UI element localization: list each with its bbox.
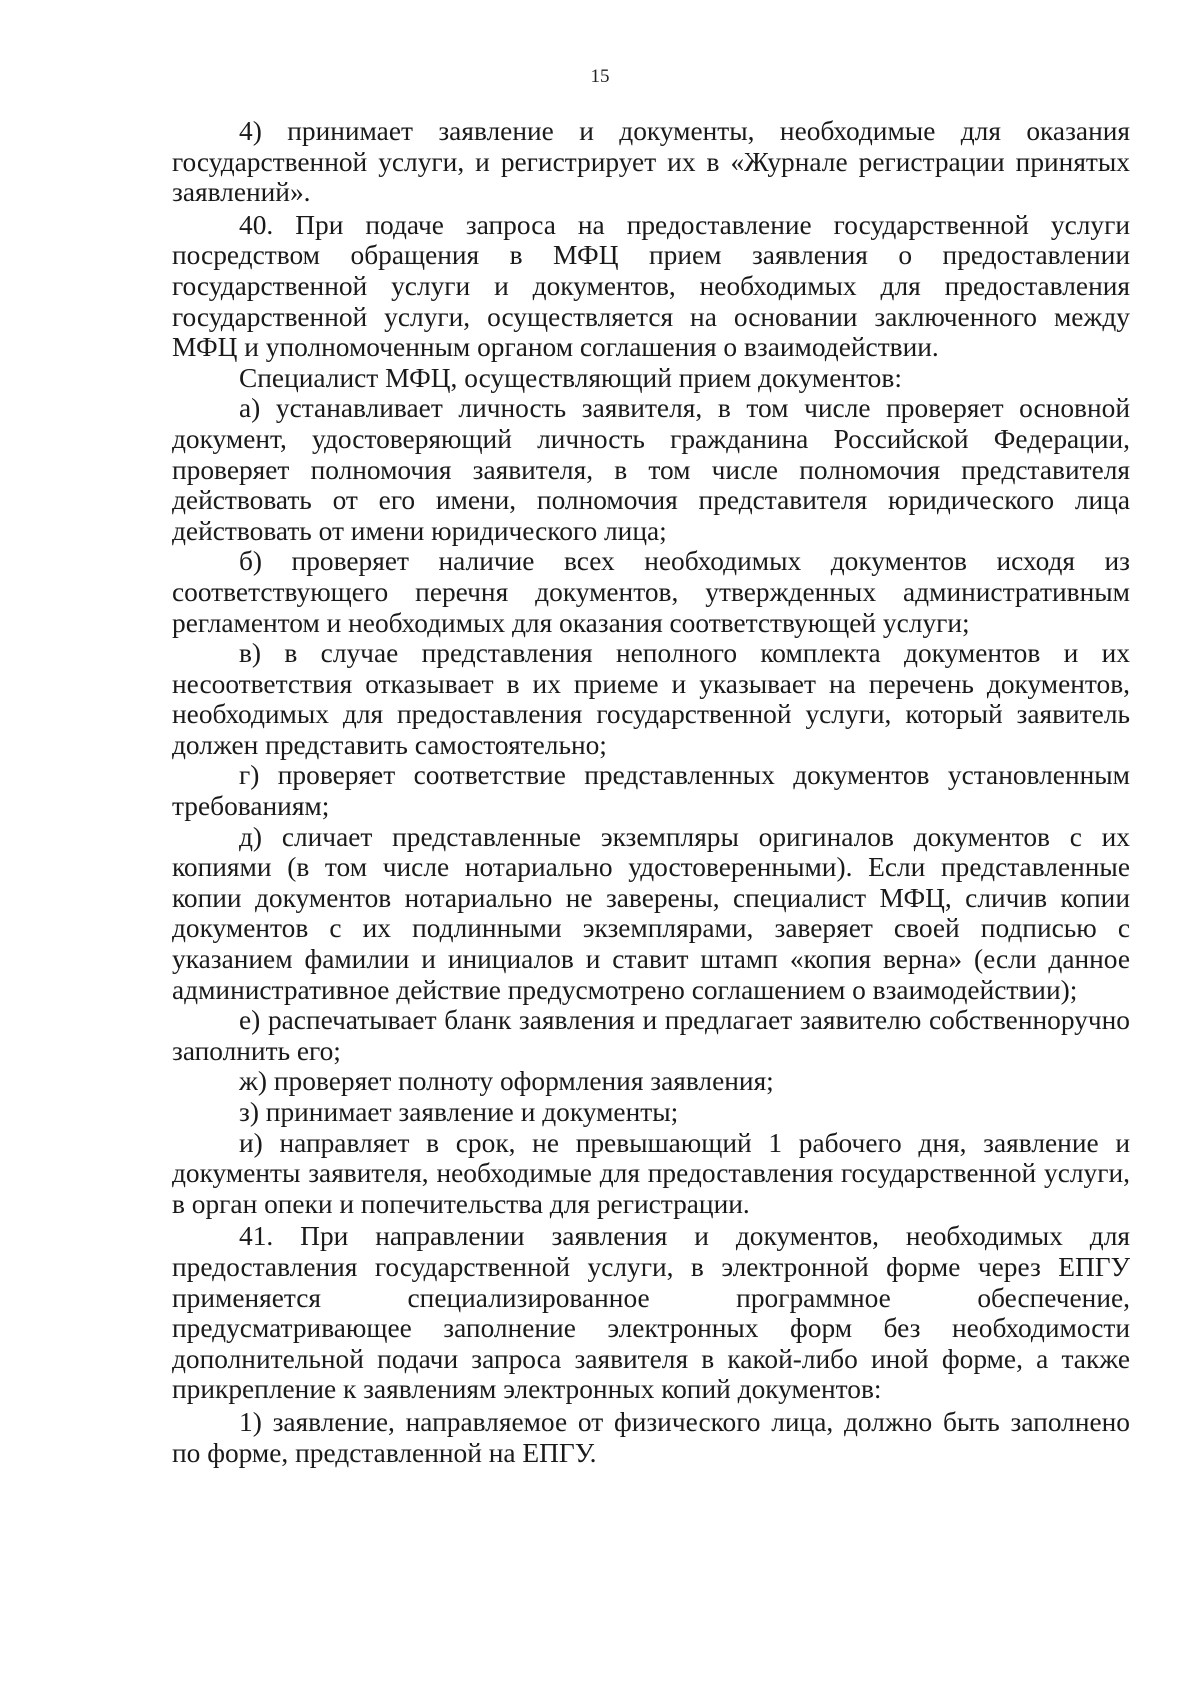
paragraph-item-z: з) принимает заявление и документы; [239, 1097, 679, 1127]
paragraph-40: 40. При подаче запроса на предоставление государственной услуги посредством обращения в МФЦ прием заявления о предоставлении государственной услуги и документов, необходимых для предоставления государственной услуги, осуществляется на основании заключенного между МФЦ и уполномоченным органом соглашения о взаимодействии. [172, 209, 1130, 363]
paragraph-item-1: 1) заявление, направляемое от физического лица, должно быть заполнено по форме, представленной на ЕПГУ. [172, 1406, 1130, 1468]
paragraph-item-d: д) сличает представленные экземпляры оригиналов документов с их копиями (в том числе нотариально удостоверенными). Если представленные копии документов нотариально не заверены, специалист МФЦ, сличив копии документов с их подлинными экземплярами, заверяет своей подписью с указанием фамилии и инициалов и ставит штамп «копия верна» (если данное административное действие предусмотрено соглашением о взаимодействии); [172, 821, 1130, 1005]
paragraph-mfc-specialist: Специалист МФЦ, осуществляющий прием документов: [239, 362, 902, 393]
paragraph-item-zh: ж) проверяет полноту оформления заявления; [239, 1066, 774, 1097]
paragraph-item-a: а) устанавливает личность заявителя, в том числе проверяет основной документ, удостоверяющий личность гражданина Российской Федерации, проверяет полномочия заявителя, в том числе полномочия представителя действовать от его имени, полномочия представителя юридического лица действовать от имени юридического лица; [172, 393, 1130, 546]
paragraph-41: 41. При направлении заявления и документов, необходимых для предоставления государственной услуги, в электронной форме через ЕПГУ применяется специализированное программное обеспечение, предусматривающее заполнение электронных форм без необходимости дополнительной подачи запроса заявителя в какой-либо иной форме, а также прикрепление к заявлениям электронных копий документов: [172, 1221, 1130, 1405]
paragraph-item-g: г) проверяет соответствие представленных документов установленным требованиям; [172, 760, 1130, 822]
paragraph-item-4: 4) принимает заявление и документы, необходимые для оказания государственной услуги, и регистрирует их в «Журнале регистрации принятых заявлений». [172, 116, 1130, 208]
paragraph-item-i: и) направляет в срок, не превышающий 1 рабочего дня, заявление и документы заявителя, необходимые для предоставления государственной услуги, в орган опеки и попечительства для регистрации. [172, 1127, 1130, 1219]
page-number: 15 [590, 66, 610, 87]
paragraph-item-e: е) распечатывает бланк заявления и предлагает заявителю собственноручно заполнить его; [172, 1005, 1130, 1066]
paragraph-item-b: б) проверяет наличие всех необходимых документов исходя из соответствующего перечня документов, утвержденных административным регламентом и необходимых для оказания соответствующей услуги; [172, 546, 1130, 638]
document-body [172, 116, 1130, 1468]
paragraph-item-v: в) в случае представления неполного комплекта документов и их несоответствия отказывает в их приеме и указывает на перечень документов, необходимых для предоставления государственной услуги, который заявитель должен представить самостоятельно; [172, 638, 1130, 760]
